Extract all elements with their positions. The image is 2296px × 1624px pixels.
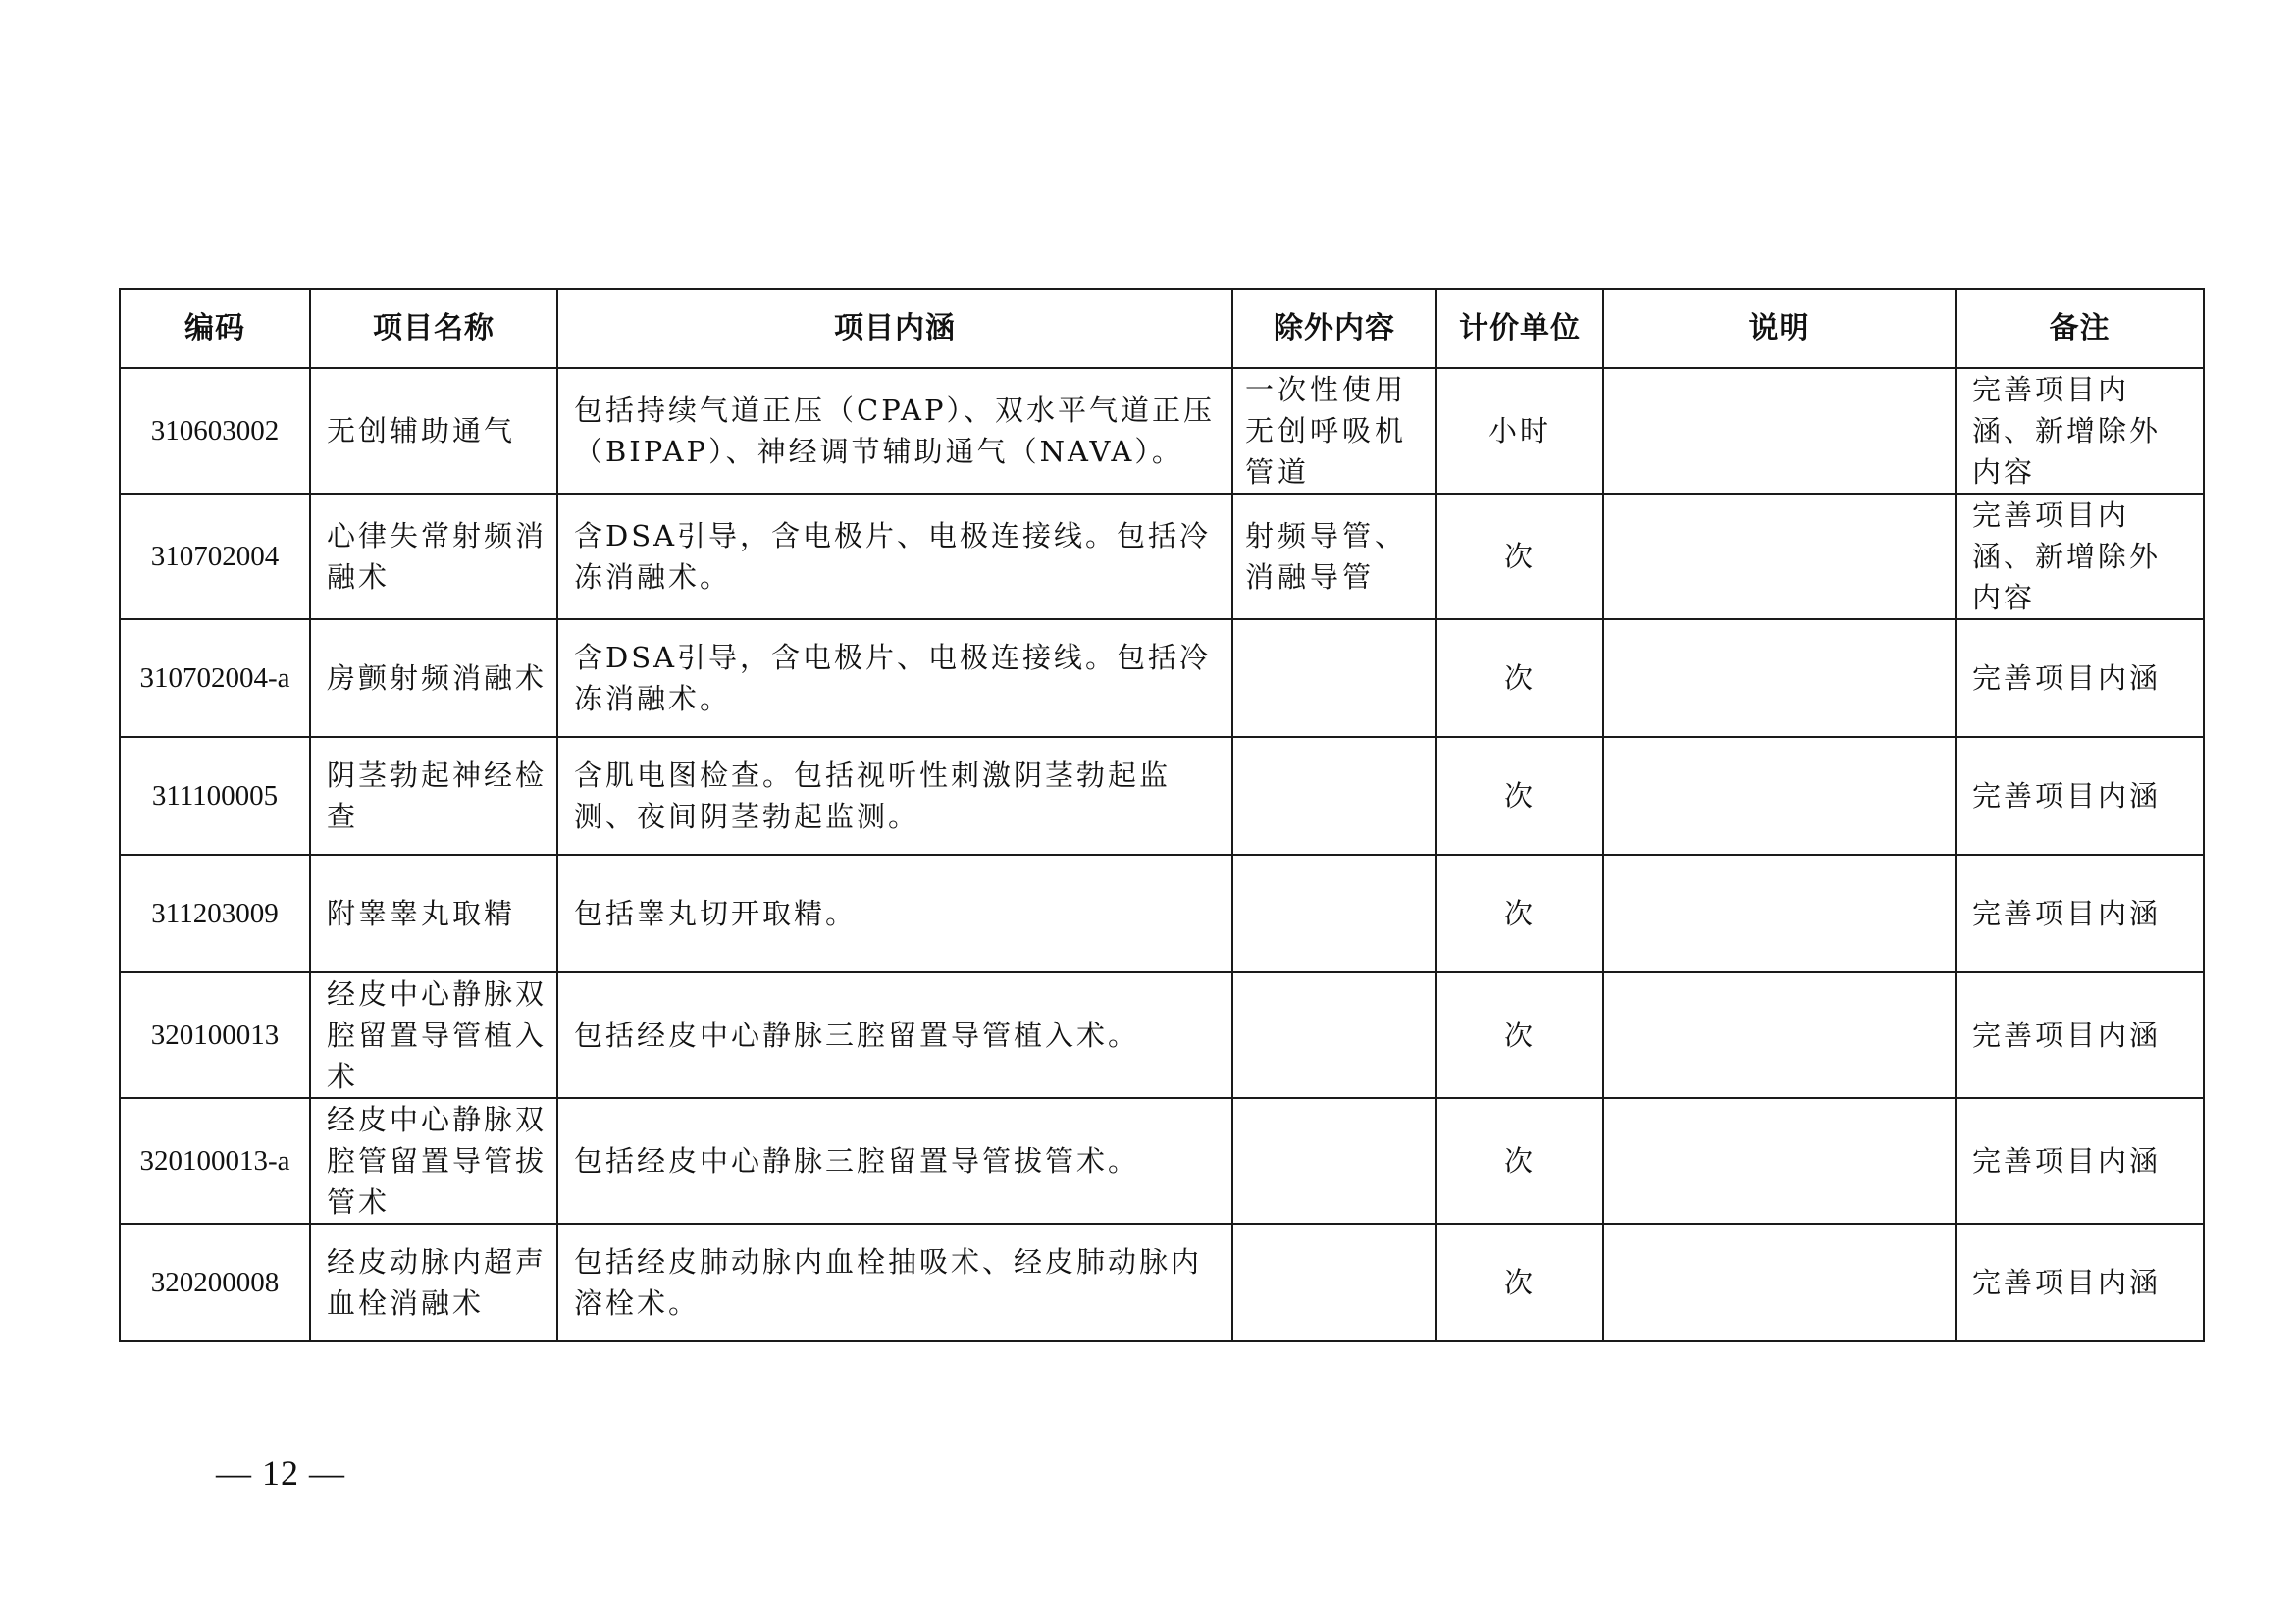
cell-code: 320200008 — [120, 1224, 310, 1341]
cell-exclusion — [1232, 619, 1436, 737]
cell-content: 含肌电图检查。包括视听性刺激阴茎勃起监测、夜间阴茎勃起监测。 — [557, 737, 1232, 855]
cell-name: 心律失常射频消融术 — [310, 494, 557, 619]
header-content: 项目内涵 — [557, 289, 1232, 368]
cell-note — [1603, 737, 1956, 855]
cell-content: 含DSA引导，含电极片、电极连接线。包括冷冻消融术。 — [557, 494, 1232, 619]
cell-note — [1603, 1098, 1956, 1224]
table-row — [120, 1224, 2204, 1341]
cell-code: 311203009 — [120, 855, 310, 972]
cell-code: 310603002 — [120, 368, 310, 494]
cell-content: 包括经皮肺动脉内血栓抽吸术、经皮肺动脉内溶栓术。 — [557, 1224, 1232, 1341]
cell-unit: 次 — [1436, 1224, 1603, 1341]
header-exclusion: 除外内容 — [1232, 289, 1436, 368]
cell-content: 包括经皮中心静脉三腔留置导管植入术。 — [557, 972, 1232, 1098]
cell-unit: 次 — [1436, 855, 1603, 972]
cell-remark: 完善项目内涵、新增除外内容 — [1956, 368, 2204, 494]
cell-name: 房颤射频消融术 — [310, 619, 557, 737]
cell-note — [1603, 619, 1956, 737]
cell-remark: 完善项目内涵 — [1956, 972, 2204, 1098]
cell-unit: 次 — [1436, 494, 1603, 619]
cell-note — [1603, 855, 1956, 972]
table-row — [120, 368, 2204, 494]
cell-note — [1603, 972, 1956, 1098]
cell-exclusion — [1232, 1224, 1436, 1341]
cell-exclusion: 射频导管、消融导管 — [1232, 494, 1436, 619]
cell-remark: 完善项目内涵 — [1956, 855, 2204, 972]
cell-note — [1603, 494, 1956, 619]
cell-code: 310702004 — [120, 494, 310, 619]
cell-content: 包括经皮中心静脉三腔留置导管拔管术。 — [557, 1098, 1232, 1224]
table-row — [120, 494, 2204, 619]
header-unit: 计价单位 — [1436, 289, 1603, 368]
cell-remark: 完善项目内涵、新增除外内容 — [1956, 494, 2204, 619]
cell-remark: 完善项目内涵 — [1956, 1224, 2204, 1341]
cell-name: 经皮动脉内超声血栓消融术 — [310, 1224, 557, 1341]
page-number: — 12 — — [216, 1453, 345, 1493]
cell-exclusion — [1232, 855, 1436, 972]
cell-unit: 次 — [1436, 1098, 1603, 1224]
table-row — [120, 855, 2204, 972]
cell-note — [1603, 1224, 1956, 1341]
header-remark: 备注 — [1956, 289, 2204, 368]
cell-name: 经皮中心静脉双腔管留置导管拔管术 — [310, 1098, 557, 1224]
cell-name: 附睾睾丸取精 — [310, 855, 557, 972]
header-note: 说明 — [1603, 289, 1956, 368]
cell-remark: 完善项目内涵 — [1956, 619, 2204, 737]
cell-content: 包括睾丸切开取精。 — [557, 855, 1232, 972]
cell-exclusion — [1232, 1098, 1436, 1224]
cell-content: 包括持续气道正压（CPAP）、双水平气道正压（BIPAP）、神经调节辅助通气（NAVA）。 — [557, 368, 1232, 494]
table-header-row — [120, 289, 2204, 368]
cell-name: 无创辅助通气 — [310, 368, 557, 494]
cell-remark: 完善项目内涵 — [1956, 1098, 2204, 1224]
table-row — [120, 619, 2204, 737]
table-row — [120, 1098, 2204, 1224]
cell-exclusion — [1232, 972, 1436, 1098]
cell-code: 310702004-a — [120, 619, 310, 737]
cell-name: 经皮中心静脉双腔留置导管植入术 — [310, 972, 557, 1098]
cell-unit: 次 — [1436, 619, 1603, 737]
cell-note — [1603, 368, 1956, 494]
cell-content: 含DSA引导，含电极片、电极连接线。包括冷冻消融术。 — [557, 619, 1232, 737]
table-row — [120, 737, 2204, 855]
cell-name: 阴茎勃起神经检查 — [310, 737, 557, 855]
cell-unit: 次 — [1436, 737, 1603, 855]
cell-exclusion — [1232, 737, 1436, 855]
cell-code: 320100013-a — [120, 1098, 310, 1224]
cell-remark: 完善项目内涵 — [1956, 737, 2204, 855]
table-row — [120, 972, 2204, 1098]
header-code: 编码 — [120, 289, 310, 368]
pricing-table — [119, 288, 2205, 1342]
cell-exclusion: 一次性使用无创呼吸机管道 — [1232, 368, 1436, 494]
cell-unit: 小时 — [1436, 368, 1603, 494]
cell-code: 311100005 — [120, 737, 310, 855]
cell-unit: 次 — [1436, 972, 1603, 1098]
cell-code: 320100013 — [120, 972, 310, 1098]
header-name: 项目名称 — [310, 289, 557, 368]
